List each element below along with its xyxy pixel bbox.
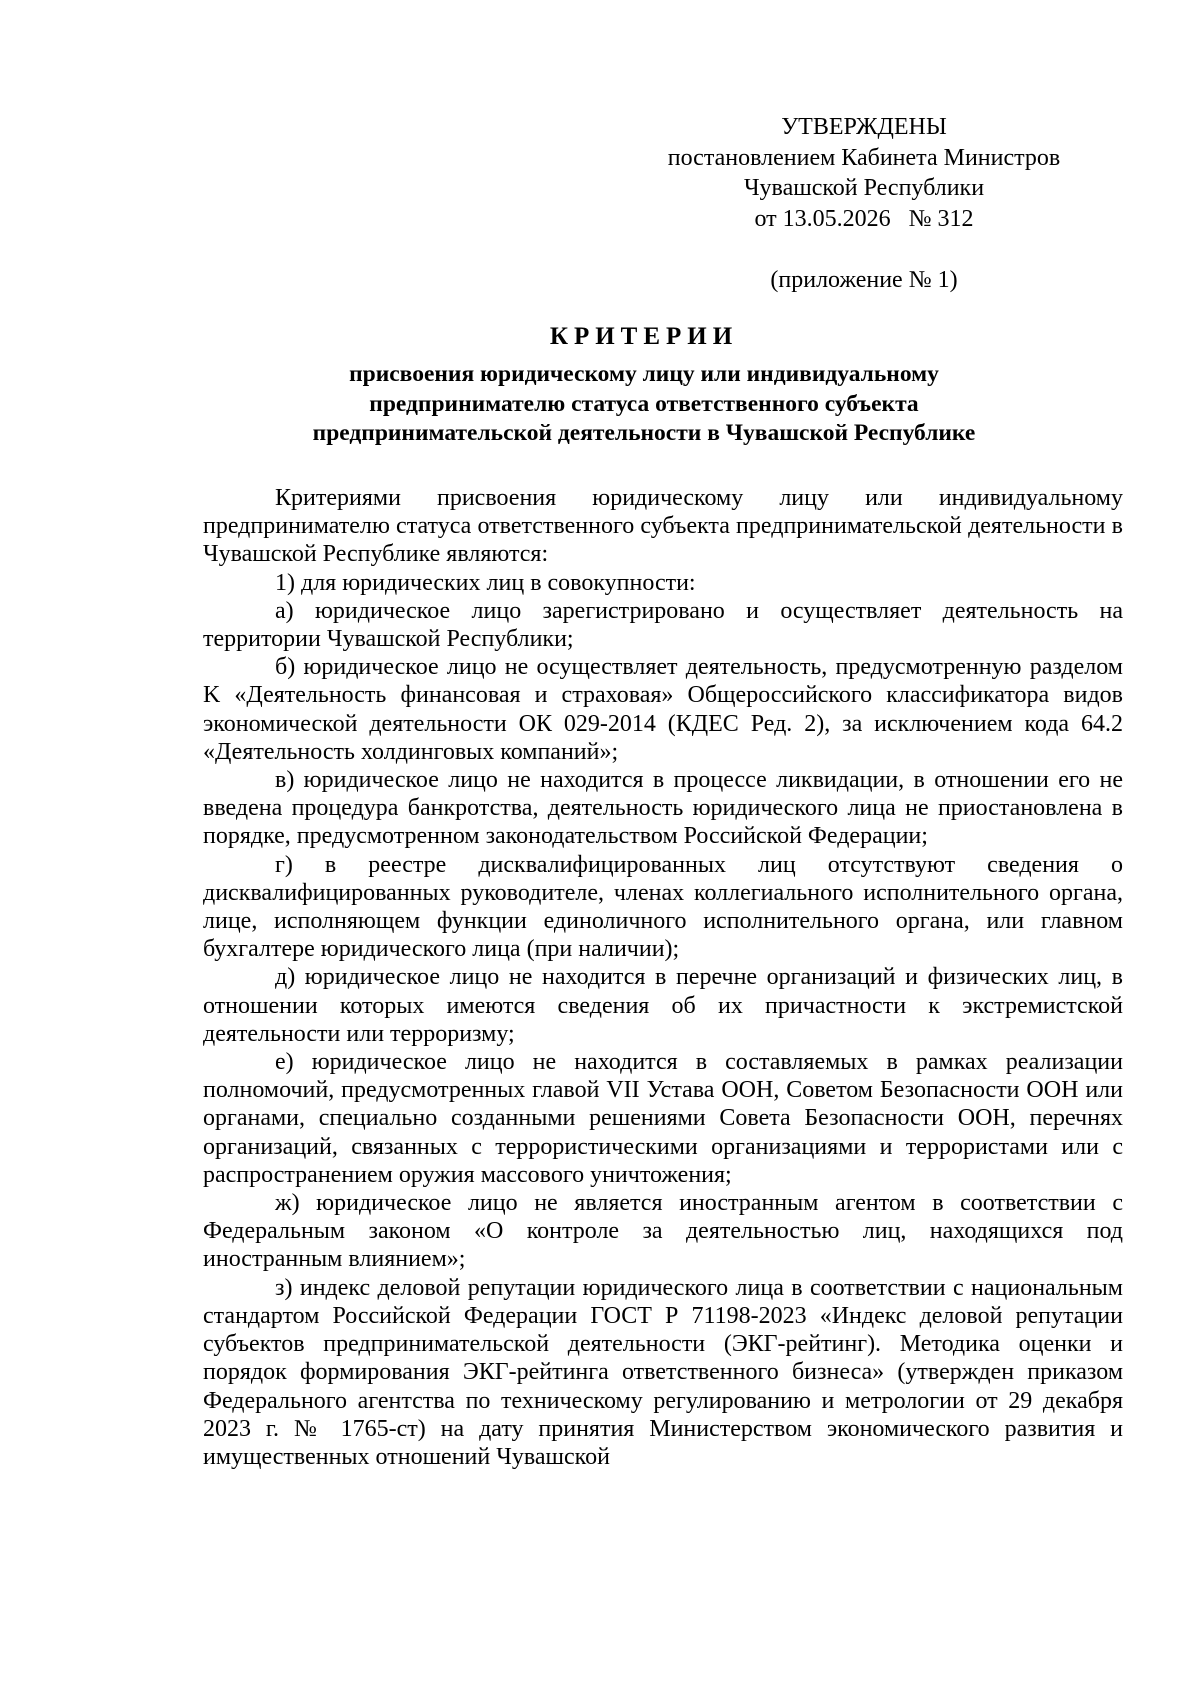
approved-org-line: Чувашской Республики <box>743 175 985 201</box>
document-title: КРИТЕРИИ <box>549 323 739 350</box>
paragraph-item-g: г) в реестре дисквалифицированных лиц отсутствуют сведения о дисквалифицированных руководителе, членах коллегиального исполнительного органа, лице, исполняющем функции единоличного исполнительного органа, или главном бухгалтере юридического лица (при наличии); <box>203 851 1123 963</box>
approval-stamp <box>604 112 1124 234</box>
document-body <box>203 484 1123 1471</box>
paragraph-item-e: е) юридическое лицо не находится в составляемых в рамках реализации полномочий, предусмотренных главой VII Устава ООН, Советом Безопасности ООН или органами, специально созданными решениями Совета Безопасности ООН, перечнях организаций, связанных с террористическими организациями и террористами или с распространением оружия массового уничтожения; <box>203 1049 1123 1188</box>
paragraph-item-b: б) юридическое лицо не осуществляет деятельность, предусмотренную разделом K «Деятельность финансовая и страховая» Общероссийского классификатора видов экономической деятельности ОК 029-2014 (КДЕС Ред. 2), за исключением кода 64.2 «Деятельность холдинговых компаний»; <box>203 654 1123 765</box>
paragraph-item-zh: ж) юридическое лицо не является иностранным агентом в соответствии с Федеральным законом «О контроле за деятельностью лиц, находящихся под иностранным влиянием»; <box>203 1190 1123 1273</box>
paragraph-item-a: а) юридическое лицо зарегистрировано и осуществляет деятельность на территории Чувашской Республики; <box>203 597 1123 653</box>
appendix-label: (приложение № 1) <box>770 267 958 293</box>
approved-date-line: от 13.05.2026 № 312 <box>754 205 974 232</box>
paragraph-item-d: д) юридическое лицо не находится в перечне организаций и физических лиц, в отношении которых имеются сведения об их причастности к экстремистской деятельности или терроризму; <box>203 964 1123 1047</box>
document-subtitle <box>204 360 1084 449</box>
paragraph-intro: Критериями присвоения юридическому лицу или индивидуальному предпринимателю статуса ответственного субъекта предпринимательской деятельности в Чувашской Республике являются: <box>203 485 1123 568</box>
paragraph-item-z: з) индекс деловой репутации юридического лица в соответствии с национальным стандартом Российской Федерации ГОСТ Р 71198-2023 «Индекс деловой репутации субъектов предпринимательской деятельности (ЭКГ-рейтинг). Методика оценки и порядок формирования ЭКГ-рейтинга ответственного бизнеса» (утвержден приказом Федерального агентства по техническому регулированию и метрологии от 29 декабря 2023 г. № 1765-ст) на дату принятия Министерством экономического развития и имущественных отношений Чувашской <box>203 1274 1123 1470</box>
subtitle-line: предпринимателю статуса ответственного субъекта <box>369 390 919 417</box>
approved-heading: УТВЕРЖДЕНЫ <box>781 114 947 140</box>
subtitle-line: присвоения юридическому лицу или индивидуальному <box>349 361 939 387</box>
paragraph-item-v: в) юридическое лицо не находится в процессе ликвидации, в отношении его не введена процедура банкротства, деятельность юридического лица не приостановлена в порядке, предусмотренном законодательством Российской Федерации; <box>203 767 1123 850</box>
subtitle-line: предпринимательской деятельности в Чувашской Республике <box>312 420 976 447</box>
paragraph-item-1: 1) для юридических лиц в совокупности: <box>275 569 696 596</box>
approved-by-line: постановлением Кабинета Министров <box>667 144 1061 171</box>
